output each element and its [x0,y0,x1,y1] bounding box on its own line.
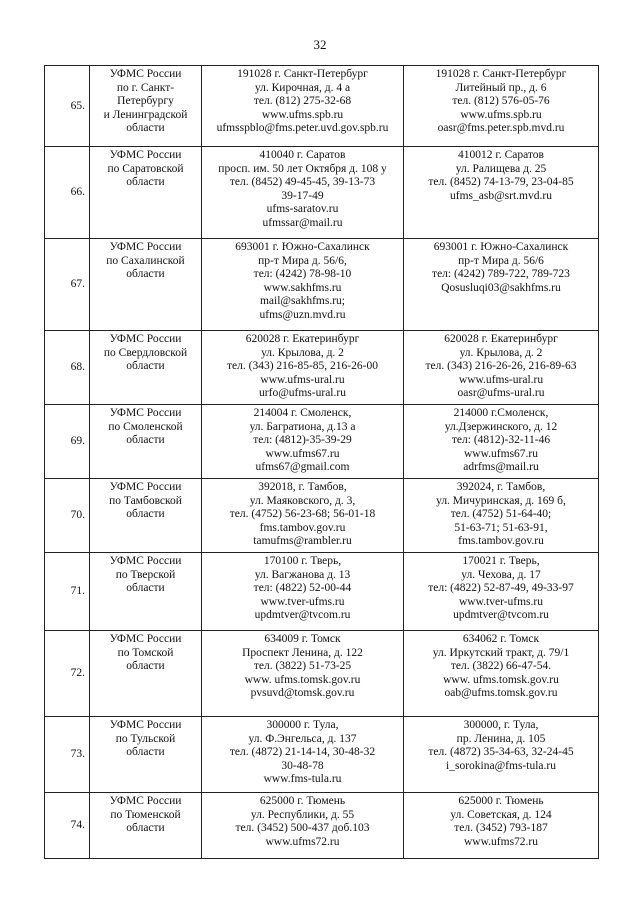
primary-address-cell [202,331,404,405]
ufms-contacts-table [44,65,599,859]
office-name-line: УФМС России [109,555,182,567]
contact-line: 191028 г. Санкт-Петербург [237,68,368,80]
contact-line: Проспект Ленина, д. 122 [242,646,363,659]
contact-line: тел. (812) 275-32-68 [253,95,352,108]
office-name-line: Петербургу [117,95,174,108]
office-name-line: УФМС России [109,719,182,731]
contact-line: 39-17-49 [281,189,324,202]
office-name-line: УФМС России [109,149,182,161]
contact-line: updmtver@tvcom.ru [254,609,351,622]
office-name-line: УФМС России [109,68,182,80]
contact-line: тел. (343) 216-85-85, 216-26-00 [227,360,378,373]
contact-line: ufmsspblo@fms.peter.uvd.gov.spb.ru [216,122,389,135]
table-row [45,479,599,553]
contact-line: www.fms-tula.ru [263,773,342,786]
table-row [45,66,599,147]
secondary-address-cell [404,331,599,405]
row-number: 67. [45,239,90,331]
contact-line: ufmssar@mail.ru [262,216,343,229]
office-name-line: области [126,268,165,281]
office-name-line: и Ленинградской [103,108,188,121]
office-name-cell [90,479,202,553]
contact-line: www.ufms.spb.ru [261,108,344,121]
primary-address-cell [202,239,404,331]
secondary-address-cell [404,793,599,859]
page-number: 32 [313,37,327,52]
contact-line: pvsuvd@tomsk.gov.ru [250,687,355,700]
contact-line: ул. Багратиона, д.13 а [249,420,356,433]
row-number: 65. [45,66,90,147]
contact-line: ул. Крылова, д. 2 [459,346,543,359]
contact-line: ул. Ф.Энгельса, д. 137 [248,732,357,745]
office-name-line: по Свердловской [103,346,188,359]
contact-line: тел. (4872) 35-34-63, 32-24-45 [428,746,574,759]
contact-line: пр-т Мира д. 56/6 [458,254,544,267]
office-name-line: области [126,660,165,673]
contact-line: Qosusluqi03@sakhfms.ru [441,281,561,294]
contact-line: www.ufms72.ru [464,835,538,848]
contact-line: mail@sakhfms.ru; [259,295,345,308]
contact-line: тел. (3822) 66-47-54. [450,660,552,673]
office-name-line: области [126,122,165,135]
contact-line: ул. Кирочная, д. 4 а [254,81,351,94]
contact-line: тел. (812) 576-05-76 [452,95,550,108]
office-name-line: по Смоленской [108,420,183,433]
contact-line: 191028 г. Санкт-Петербург [435,68,567,80]
row-number: 71. [45,553,90,631]
contact-line: тел: (4242) 78-98-10 [253,268,352,281]
office-name-cell [90,66,202,147]
contact-line: 300000 г. Тула, [266,719,339,731]
office-name-cell [90,631,202,717]
office-name-line: области [126,746,165,759]
office-name-line: по Тамбовской [109,494,182,507]
row-number: 74. [45,793,90,859]
contact-line: 625000 г. Тюмень [458,795,544,807]
contact-line: 620028 г. Екатеринбург [245,333,360,345]
contact-line: 693001 г. Южно-Сахалинск [433,241,569,253]
table-row [45,331,599,405]
contact-line: 300000, г. Тула, [463,719,539,731]
contact-line: www. ufms.tomsk.gov.ru [443,673,559,686]
primary-address-cell [202,66,404,147]
contact-line: тел. (4752) 56-23-68; 56-01-18 [229,508,376,521]
secondary-address-cell [404,553,599,631]
secondary-address-cell [404,147,599,239]
office-name-cell [90,239,202,331]
contact-line: 30-48-78 [281,759,324,772]
contact-line: Литейный пр., д. 6 [455,81,547,94]
office-name-line: УФМС России [109,633,182,645]
contact-line: oasr@fms.peter.spb.mvd.ru [437,122,565,135]
contact-line: 170100 г. Тверь, [263,555,342,567]
contact-line: ул. Крылова, д. 2 [261,346,344,359]
contact-line: adrfms@mail.ru [463,461,539,474]
office-name-line: области [126,360,165,373]
office-name-line: по Томской [117,646,174,659]
contact-line: oasr@ufms-ural.ru [457,387,545,400]
contact-line: тел. (3452) 793-187 [454,822,548,835]
contact-line: www.ufms-ural.ru [260,373,345,386]
contact-line: 634009 г. Томск [264,633,341,645]
office-name-line: области [126,176,165,189]
contact-line: 634062 г. Томск [462,633,540,645]
contact-line: пр. Ленина, д. 105 [456,732,546,745]
office-name-cell [90,405,202,479]
office-name-cell [90,331,202,405]
table-row [45,239,599,331]
contact-line: 410012 г. Саратов [458,149,544,161]
office-name-line: УФМС России [109,241,182,253]
contact-line: тел: (4822) 52-00-44 [253,582,352,595]
contact-line: www.ufms-ural.ru [458,373,544,386]
office-name-line: УФМС России [109,481,182,493]
contact-line: 214000 г.Смоленск, [453,407,549,419]
contact-line: ул. Республики, д. 55 [250,808,355,821]
office-name-line: области [126,582,165,595]
office-name-line: по Тверской [115,568,176,581]
contact-line: тел: (4812)-35-39-29 [253,434,352,447]
contact-line: fms.tambov.gov.ru [458,535,544,548]
contact-line: 625000 г. Тюмень [259,795,346,807]
secondary-address-cell [404,239,599,331]
primary-address-cell [202,631,404,717]
contact-line: тел. (4872) 21-14-14, 30-48-32 [229,746,376,759]
contact-line: тел. (4752) 51-64-40; [450,508,552,521]
contact-line: 170021 г. Тверь, [462,555,540,567]
secondary-address-cell [404,479,599,553]
primary-address-cell [202,717,404,793]
primary-address-cell [202,479,404,553]
contact-line: ул. Советская, д. 124 [450,808,552,821]
primary-address-cell [202,147,404,239]
contact-line: 214004 г. Смоленск, [253,407,352,419]
contact-line: ул. Вагжанова д. 13 [254,568,351,581]
table-row [45,793,599,859]
office-name-line: области [126,822,165,835]
contact-line: www.ufms72.ru [265,835,340,848]
contact-line: urfo@ufms-ural.ru [259,387,346,400]
secondary-address-cell [404,717,599,793]
office-name-line: по Саратовской [107,162,184,175]
contact-line: ул. Мичуринская, д. 169 б, [436,494,566,507]
contact-line: ул. Ралищева д. 25 [455,162,547,175]
contact-line: i_sorokina@fms-tula.ru [446,759,556,772]
office-name-line: по Тульской [115,732,176,745]
contact-line: ufms-saratov.ru [266,203,339,216]
secondary-address-cell [404,405,599,479]
row-number: 72. [45,631,90,717]
contact-line: тел. (8452) 49-45-45, 39-13-73 [229,176,376,189]
secondary-address-cell [404,66,599,147]
table-row [45,147,599,239]
contact-line: тел. (8452) 74-13-79, 23-04-85 [428,176,574,189]
contact-line: тел. (3452) 500-437 доб.103 [235,822,370,835]
contact-line: тел. (343) 216-26-26, 216-89-63 [425,360,577,373]
office-name-line: области [126,434,165,447]
contact-line: ул.Дзержинского, д. 12 [444,420,558,433]
contact-line: oab@ufms.tomsk.gov.ru [444,687,558,700]
contact-line: www.ufms67.ru [464,447,538,460]
contact-line: тел. (3822) 51-73-25 [253,660,352,673]
contact-line: www.tver-ufms.ru [260,595,345,608]
table-row [45,553,599,631]
contact-line: пр-т Мира д. 56/6, [258,254,347,267]
office-name-cell [90,717,202,793]
table-row [45,631,599,717]
office-name-line: области [126,508,165,521]
office-name-cell [90,793,202,859]
contact-line: www.ufms67.ru [265,447,340,460]
contact-line: fms.tambov.gov.ru [259,521,346,534]
primary-address-cell [202,793,404,859]
contact-line: www.tver-ufms.ru [459,595,543,608]
contact-line: 392024, г. Тамбов, [456,481,546,493]
contact-line: ул. Чехова, д. 17 [461,568,541,581]
office-name-cell [90,553,202,631]
office-name-line: УФМС России [109,407,182,419]
contact-line: просп. им. 50 лет Октября д. 108 у [218,162,387,175]
office-name-line: УФМС России [109,333,182,345]
contact-line: 620028 г. Екатеринбург [444,333,558,345]
contact-line: 51-63-71; 51-63-91, [454,521,548,534]
contact-line: 693001 г. Южно-Сахалинск [235,241,370,253]
contact-line: ufms67@gmail.com [255,461,350,474]
row-number: 69. [45,405,90,479]
contact-line: www. ufms.tomsk.gov.ru [244,673,361,686]
office-name-cell [90,147,202,239]
contact-line: ufms@uzn.mvd.ru [259,308,346,321]
contact-line: тел: (4812)-32-11-46 [451,434,551,447]
contact-line: тел: (4822) 52-87-49, 49-33-97 [428,582,574,595]
table-row [45,405,599,479]
contact-line: tamufms@rambler.ru [253,535,352,548]
row-number: 73. [45,717,90,793]
table-row [45,717,599,793]
contact-line: тел: (4242) 789-722, 789-723 [432,268,570,281]
contact-line: 392018, г. Тамбов, [258,481,347,493]
contact-line: 410040 г. Саратов [259,149,346,161]
contact-line: www.ufms.spb.ru [460,108,542,121]
primary-address-cell [202,553,404,631]
table-body [45,66,599,859]
row-number: 68. [45,331,90,405]
office-name-line: по г. Санкт- [116,81,175,94]
office-name-line: по Сахалинской [106,254,185,267]
contact-line: ул. Иркутский тракт, д. 79/1 [432,646,570,659]
contact-line: ул. Маяковского, д. 3, [249,494,356,507]
primary-address-cell [202,405,404,479]
office-name-line: по Тюменской [110,808,181,821]
contact-line: ufms_asb@srt.mvd.ru [450,189,552,202]
row-number: 70. [45,479,90,553]
row-number: 66. [45,147,90,239]
secondary-address-cell [404,631,599,717]
contact-line: updmtver@tvcom.ru [453,609,549,622]
office-name-line: УФМС России [109,795,182,807]
contact-line: www.sakhfms.ru [263,281,342,294]
